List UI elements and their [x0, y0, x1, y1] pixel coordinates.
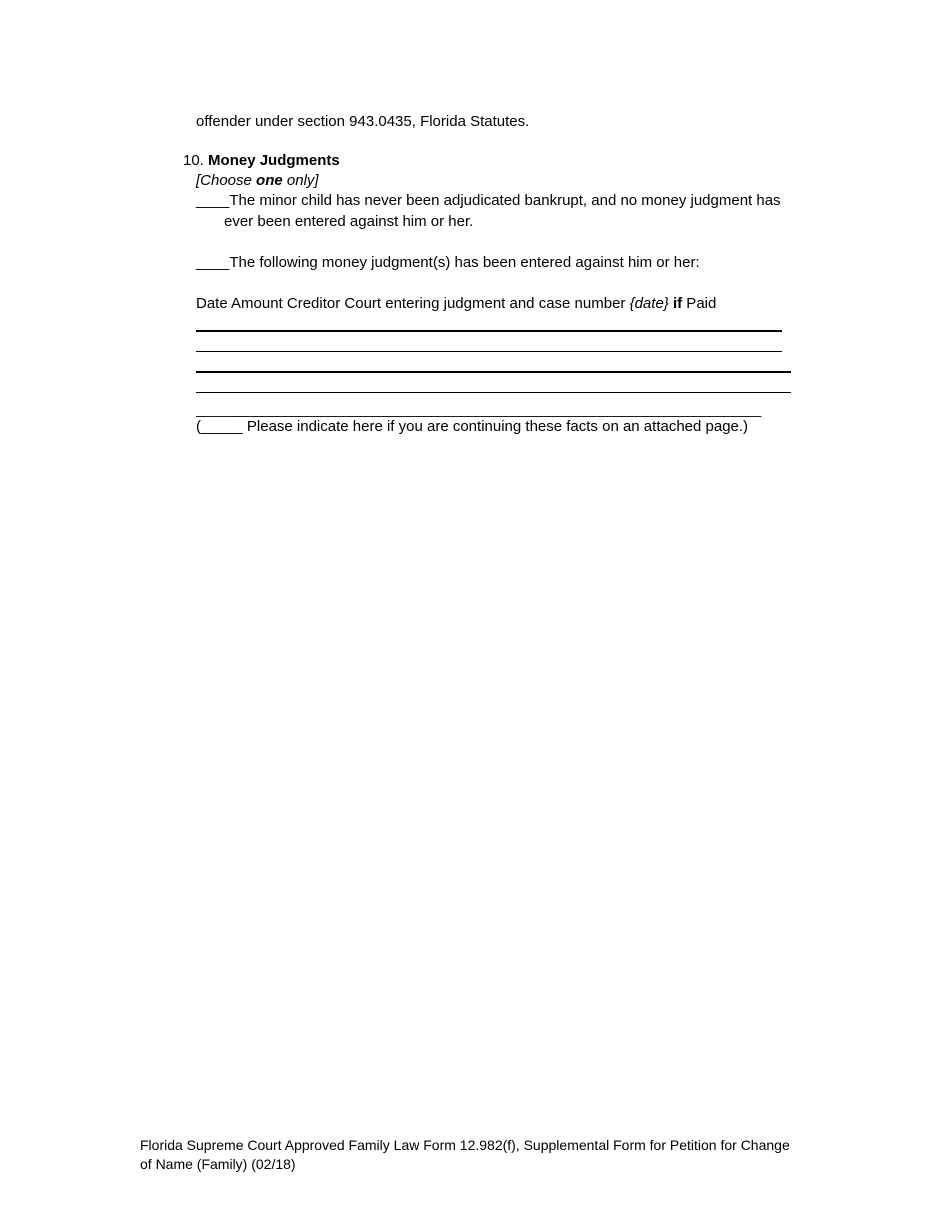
page-footer [140, 1136, 820, 1174]
continue-open-paren: ( [196, 418, 201, 435]
section-heading [183, 151, 340, 171]
judgment-entry-line-3[interactable] [196, 371, 791, 373]
option-no-judgment [196, 191, 781, 211]
judgment-entry-line-4[interactable] [196, 392, 791, 393]
instruction-open: [Choose [196, 172, 257, 189]
option2-checkbox-blank[interactable]: ____ [196, 254, 230, 271]
continuation-text: offender under section 943.0435, Florida Statutes. [196, 113, 530, 130]
columns-paid: Paid [682, 295, 717, 312]
judgment-entry-line-2[interactable] [196, 351, 782, 352]
instruction-emphasis: one [256, 172, 283, 189]
columns-if: if [672, 295, 683, 312]
judgment-entry-line-1[interactable] [196, 330, 782, 332]
choose-instruction [196, 171, 319, 191]
footer-line-1: Florida Supreme Court Approved Family Law Form 12.982(f), Supplemental Form for Petition for Change [140, 1137, 790, 1153]
columns-text: Date Amount Creditor Court entering judgment and case number [196, 295, 630, 312]
option1-checkbox-blank[interactable]: ____ [196, 192, 230, 209]
columns-date: {date} [629, 295, 669, 312]
judgment-columns-header [196, 294, 716, 314]
instruction-close: only] [282, 172, 319, 189]
footer-line-2: of Name (Family) (02/18) [140, 1156, 296, 1172]
option1-text-line1: The minor child has never been adjudicated bankrupt, and no money judgment has [229, 192, 781, 209]
continuation-note [196, 417, 748, 437]
continue-text: Please indicate here if you are continuing these facts on an attached page.) [242, 418, 749, 435]
section-title: Money Judgments [208, 152, 340, 169]
option2-text: The following money judgment(s) has been entered against him or her: [229, 254, 700, 271]
continue-checkbox-blank[interactable]: _____ [201, 418, 243, 435]
judgment-entry-line-5[interactable]: _____________________________________________________________________________ [196, 401, 761, 417]
option1-text-line2: ever been entered against him or her. [224, 213, 474, 230]
option-judgments-entered [196, 253, 700, 273]
section-number: 10. [183, 152, 204, 169]
